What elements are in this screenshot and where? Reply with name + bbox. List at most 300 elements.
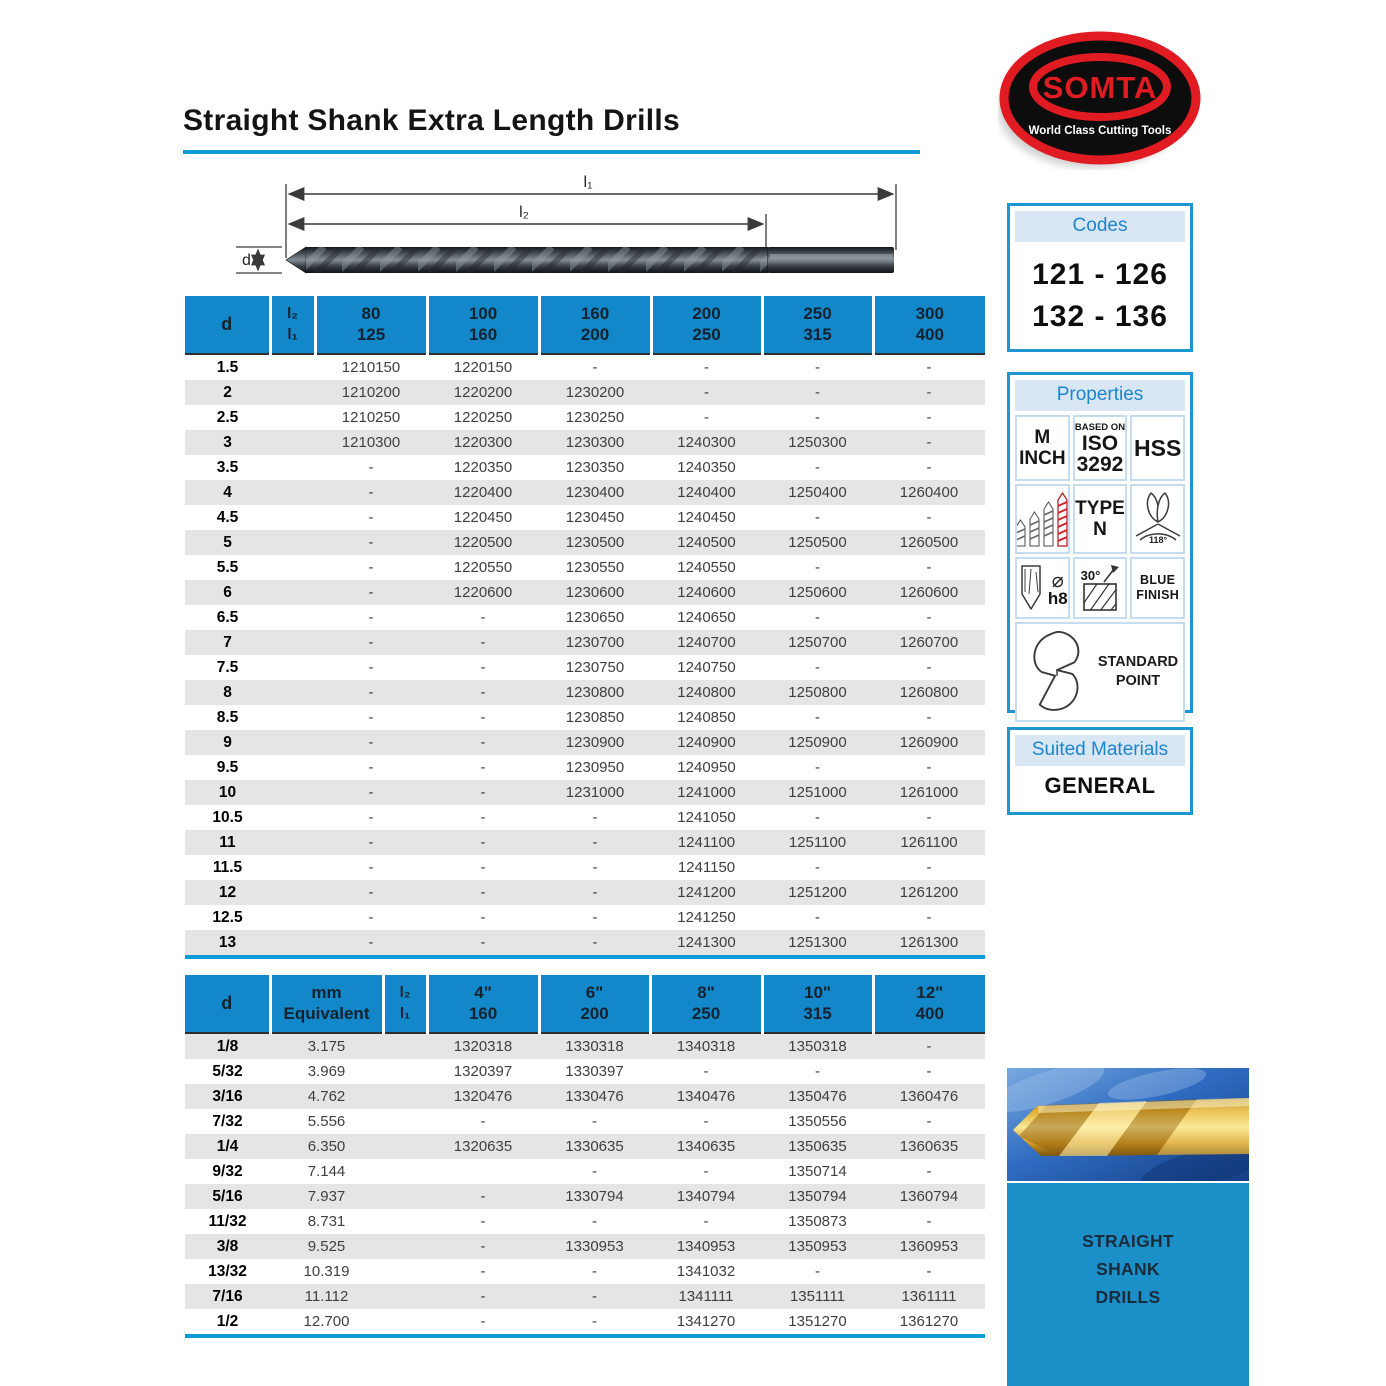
cell-diameter: 10 bbox=[218, 784, 237, 801]
logo-wordmark: SOMTA bbox=[1042, 70, 1158, 105]
cell-code: 1230300 bbox=[565, 434, 625, 451]
cell-code: 1260600 bbox=[899, 584, 959, 601]
cell-code: 1220250 bbox=[453, 409, 513, 426]
cell-code: - bbox=[480, 1263, 486, 1280]
cell-code: 1250800 bbox=[788, 684, 847, 701]
cell-code: 1251000 bbox=[788, 784, 847, 801]
cell-mm-equivalent: 3.175 bbox=[307, 1038, 346, 1055]
cell-code: - bbox=[815, 809, 820, 826]
cell-code: 1360476 bbox=[899, 1088, 959, 1105]
cell-code: 1330476 bbox=[565, 1088, 624, 1105]
table-row bbox=[185, 1134, 985, 1159]
cell-code: - bbox=[368, 509, 374, 526]
standard-point-icon bbox=[1022, 628, 1092, 716]
inch-codes-table bbox=[185, 975, 985, 1338]
table-row bbox=[185, 1033, 985, 1059]
cell-diameter: 11/32 bbox=[208, 1213, 247, 1230]
l1-label: l₁ bbox=[399, 1005, 411, 1022]
table-row bbox=[185, 755, 985, 780]
cell-code: 1341270 bbox=[676, 1313, 736, 1330]
cell-diameter: 5.5 bbox=[216, 559, 239, 576]
spacer-cell bbox=[383, 1033, 427, 1059]
cell-code: - bbox=[480, 684, 486, 701]
cell-code: 1230800 bbox=[565, 684, 625, 701]
cell-code: - bbox=[704, 409, 709, 426]
cell-code: - bbox=[815, 409, 820, 426]
spacer-cell bbox=[383, 1109, 427, 1134]
spacer-cell bbox=[383, 1209, 427, 1234]
cell-code: 1230900 bbox=[565, 734, 625, 751]
col-header-l2-l1 bbox=[270, 296, 315, 354]
cell-code: 1210300 bbox=[341, 434, 401, 451]
cell-diameter: 6.5 bbox=[216, 609, 239, 626]
cell-code: 1361270 bbox=[899, 1313, 959, 1330]
cell-mm-equivalent: 10.319 bbox=[303, 1263, 350, 1280]
cell-code: 1220300 bbox=[453, 434, 513, 451]
cell-code: 1220500 bbox=[453, 534, 513, 551]
cell-code: - bbox=[815, 659, 820, 676]
table-row bbox=[185, 930, 985, 957]
cell-code: - bbox=[815, 359, 820, 376]
codes-panel bbox=[1007, 203, 1193, 352]
col-header-size-6in-200: 6" 200 bbox=[539, 975, 650, 1033]
table-row bbox=[185, 430, 985, 455]
cell-diameter: 9.5 bbox=[216, 759, 239, 776]
cell-code: 1260400 bbox=[899, 484, 959, 501]
cell-diameter: 10.5 bbox=[212, 809, 243, 826]
cell-code: 1260800 bbox=[899, 684, 959, 701]
table-row bbox=[185, 1234, 985, 1259]
cell-code: - bbox=[926, 609, 932, 626]
cell-code: - bbox=[926, 709, 932, 726]
cell-code: - bbox=[368, 784, 374, 801]
cell-code: - bbox=[704, 384, 709, 401]
helix-angle-value: 30° bbox=[1080, 568, 1101, 583]
cell-code: - bbox=[926, 559, 932, 576]
cell-code: 1240750 bbox=[677, 659, 736, 676]
cell-code: 1220350 bbox=[453, 459, 513, 476]
cell-code: 1230200 bbox=[565, 384, 625, 401]
cell-code: 1230450 bbox=[565, 509, 625, 526]
cell-code: 1230400 bbox=[565, 484, 625, 501]
spacer-cell bbox=[270, 630, 315, 655]
caption-line-3: DRILLS bbox=[1095, 1287, 1161, 1307]
cell-diameter: 7 bbox=[223, 634, 232, 651]
cell-code: - bbox=[592, 834, 598, 851]
cell-diameter: 1/4 bbox=[216, 1138, 239, 1155]
drill-set-icon bbox=[1015, 484, 1070, 554]
table-row bbox=[185, 880, 985, 905]
cell-code: 1361111 bbox=[901, 1288, 957, 1305]
col-header-diameter: d bbox=[185, 975, 270, 1033]
cell-diameter: 1.5 bbox=[216, 359, 239, 376]
table-row bbox=[185, 780, 985, 805]
table-row bbox=[185, 1159, 985, 1184]
cell-code: 1320635 bbox=[453, 1138, 513, 1155]
properties-panel-title: Properties bbox=[1015, 380, 1185, 411]
drill-diagram bbox=[228, 170, 932, 288]
cell-code: 1230350 bbox=[565, 459, 625, 476]
table-row bbox=[185, 380, 985, 405]
col-header-size-160-200: 160 200 bbox=[539, 296, 651, 354]
spacer-cell bbox=[270, 905, 315, 930]
cell-code: - bbox=[592, 359, 598, 376]
cell-code: - bbox=[368, 909, 374, 926]
cell-code: - bbox=[815, 509, 820, 526]
cell-code: 1261200 bbox=[899, 884, 959, 901]
cell-code: - bbox=[926, 1263, 932, 1280]
cell-code: - bbox=[815, 1263, 820, 1280]
cell-diameter: 11 bbox=[219, 834, 236, 851]
cell-code: - bbox=[368, 534, 374, 551]
cell-code: - bbox=[480, 784, 486, 801]
property-finish: BLUE FINISH bbox=[1130, 557, 1185, 619]
cell-code: - bbox=[926, 384, 932, 401]
cell-diameter: 12 bbox=[218, 884, 237, 901]
cell-code: 1261100 bbox=[900, 834, 958, 851]
cell-code: 1351270 bbox=[788, 1313, 847, 1330]
cell-code: 1340476 bbox=[676, 1088, 736, 1105]
cell-code: 1250300 bbox=[788, 434, 847, 451]
table-row bbox=[185, 1109, 985, 1134]
table-row bbox=[185, 905, 985, 930]
cell-code: - bbox=[592, 859, 598, 876]
cell-code: - bbox=[368, 584, 374, 601]
cell-diameter: 12.5 bbox=[212, 909, 243, 926]
suited-material-value: GENERAL bbox=[1044, 773, 1156, 798]
cell-code: - bbox=[368, 809, 374, 826]
col-header-size-100-160: 100 160 bbox=[427, 296, 539, 354]
cell-code: - bbox=[592, 1288, 597, 1305]
property-iso-standard: BASED ON ISO 3292 bbox=[1073, 415, 1128, 481]
cell-code: - bbox=[592, 1263, 597, 1280]
table-row bbox=[185, 680, 985, 705]
cell-diameter: 3.5 bbox=[216, 459, 239, 476]
spacer-cell bbox=[270, 730, 315, 755]
cell-code: - bbox=[704, 359, 709, 376]
cell-code: 1220600 bbox=[453, 584, 513, 601]
cell-code: - bbox=[368, 459, 374, 476]
cell-code: - bbox=[815, 384, 820, 401]
caption-line-1: STRAIGHT bbox=[1082, 1231, 1174, 1251]
cell-code: 1230500 bbox=[565, 534, 625, 551]
cell-code: 1220200 bbox=[453, 384, 513, 401]
cell-code: - bbox=[368, 484, 374, 501]
table-row bbox=[185, 830, 985, 855]
cell-code: - bbox=[592, 934, 598, 951]
cell-code: 1320476 bbox=[453, 1088, 513, 1105]
cell-code: 1320397 bbox=[453, 1063, 513, 1080]
cell-code: 1360953 bbox=[899, 1238, 959, 1255]
cell-code: 1230700 bbox=[565, 634, 625, 651]
cell-code: - bbox=[592, 1213, 597, 1230]
spacer-cell bbox=[270, 855, 315, 880]
table-row bbox=[185, 805, 985, 830]
table-row bbox=[185, 1309, 985, 1336]
cell-code: - bbox=[368, 759, 374, 776]
cell-code: 1341032 bbox=[676, 1263, 736, 1280]
cell-code: - bbox=[368, 884, 374, 901]
cell-diameter: 5 bbox=[223, 534, 232, 551]
cell-diameter: 7.5 bbox=[216, 659, 239, 676]
cell-code: - bbox=[926, 409, 932, 426]
cell-code: 1240350 bbox=[677, 459, 736, 476]
cell-code: 1241150 bbox=[677, 859, 736, 876]
cell-code: - bbox=[703, 1213, 709, 1230]
spacer-cell bbox=[270, 354, 315, 380]
cell-code: - bbox=[480, 759, 486, 776]
property-flute-type: TYPE N bbox=[1073, 484, 1128, 554]
cell-diameter: 7/32 bbox=[212, 1113, 243, 1130]
drill-photo bbox=[1007, 1068, 1249, 1181]
cell-code: - bbox=[480, 659, 486, 676]
cell-diameter: 2.5 bbox=[216, 409, 239, 426]
cell-code: 1330397 bbox=[565, 1063, 624, 1080]
cell-code: 1341111 bbox=[678, 1288, 734, 1305]
cell-diameter: 7/16 bbox=[212, 1288, 243, 1305]
cell-code: - bbox=[926, 1163, 932, 1180]
inch-table-header bbox=[185, 975, 985, 1033]
spacer-cell bbox=[383, 1284, 427, 1309]
cell-code: 1241050 bbox=[677, 809, 736, 826]
spacer-cell bbox=[383, 1184, 427, 1209]
cell-code: 1340318 bbox=[676, 1038, 736, 1055]
cell-code: 1230950 bbox=[565, 759, 625, 776]
cell-code: 1240800 bbox=[677, 684, 736, 701]
cell-code: 1350476 bbox=[788, 1088, 847, 1105]
metric-table-body bbox=[185, 354, 985, 957]
table-row bbox=[185, 630, 985, 655]
cell-diameter: 3 bbox=[223, 434, 232, 451]
cell-code: - bbox=[480, 1213, 486, 1230]
cell-code: 1260900 bbox=[899, 734, 959, 751]
standard-point-cell: STANDARD POINT bbox=[1015, 622, 1185, 722]
cell-diameter: 2 bbox=[223, 384, 232, 401]
cell-code: - bbox=[368, 709, 374, 726]
cell-mm-equivalent: 7.144 bbox=[307, 1163, 346, 1180]
cell-code: 1261000 bbox=[899, 784, 959, 801]
cell-code: 1240950 bbox=[677, 759, 736, 776]
cell-diameter: 8.5 bbox=[216, 709, 239, 726]
cell-code: - bbox=[703, 1163, 709, 1180]
cell-code: 1350873 bbox=[788, 1213, 847, 1230]
cell-code: 1240450 bbox=[677, 509, 736, 526]
cell-code: - bbox=[926, 359, 932, 376]
cell-code: 1251200 bbox=[788, 884, 847, 901]
cell-code: 1240900 bbox=[677, 734, 736, 751]
spacer-cell bbox=[270, 680, 315, 705]
cell-code: - bbox=[592, 1313, 597, 1330]
spacer-cell bbox=[270, 755, 315, 780]
cell-diameter: 11.5 bbox=[212, 859, 243, 876]
cell-code: - bbox=[480, 734, 486, 751]
table-row bbox=[185, 405, 985, 430]
table-row bbox=[185, 855, 985, 880]
cell-code: 1240650 bbox=[677, 609, 736, 626]
cell-diameter: 5/32 bbox=[212, 1063, 243, 1080]
cell-code: - bbox=[926, 809, 932, 826]
drill-illustration bbox=[286, 247, 894, 273]
spacer-cell bbox=[383, 1134, 427, 1159]
cell-code: 1340635 bbox=[676, 1138, 736, 1155]
cell-code: - bbox=[480, 884, 486, 901]
cell-code: - bbox=[592, 909, 598, 926]
cell-mm-equivalent: 11.112 bbox=[304, 1288, 349, 1305]
cell-mm-equivalent: 6.350 bbox=[307, 1138, 346, 1155]
cell-code: - bbox=[815, 909, 820, 926]
table-row bbox=[185, 1059, 985, 1084]
cell-code: - bbox=[592, 809, 598, 826]
table-row bbox=[185, 1184, 985, 1209]
cell-code: 1250600 bbox=[788, 584, 847, 601]
col-header-size-80-125: 80 125 bbox=[315, 296, 427, 354]
cell-code: 1350794 bbox=[788, 1188, 847, 1205]
cell-code: - bbox=[480, 809, 486, 826]
spacer-cell bbox=[383, 1084, 427, 1109]
cell-code: - bbox=[480, 1238, 486, 1255]
spacer-cell bbox=[270, 805, 315, 830]
cell-diameter: 8 bbox=[223, 684, 232, 701]
label-l1: l₁ bbox=[583, 174, 593, 191]
label-d: d bbox=[242, 252, 251, 269]
spacer-cell bbox=[383, 1059, 427, 1084]
code-range-2: 132 - 136 bbox=[1032, 300, 1168, 333]
spacer-cell bbox=[270, 455, 315, 480]
spacer-cell bbox=[270, 655, 315, 680]
cell-code: 1241250 bbox=[677, 909, 736, 926]
table-row bbox=[185, 1084, 985, 1109]
diameter-symbol: ⌀ bbox=[1051, 567, 1064, 592]
cell-code: - bbox=[703, 1063, 709, 1080]
cell-code: 1320318 bbox=[453, 1038, 513, 1055]
cell-code: 1351111 bbox=[789, 1288, 846, 1305]
property-material: HSS bbox=[1130, 415, 1185, 481]
cell-code: - bbox=[926, 759, 932, 776]
title-underline bbox=[183, 150, 920, 154]
logo-tagline: World Class Cutting Tools bbox=[1028, 125, 1172, 137]
cell-diameter: 4 bbox=[223, 484, 232, 501]
cell-code: 1240400 bbox=[677, 484, 736, 501]
table-row bbox=[185, 530, 985, 555]
cell-diameter: 3/8 bbox=[216, 1238, 239, 1255]
spacer-cell bbox=[383, 1259, 427, 1284]
col-header-size-300-400: 300 400 bbox=[873, 296, 985, 354]
cell-diameter: 9 bbox=[223, 734, 232, 751]
cell-code: - bbox=[480, 1313, 486, 1330]
cell-code: - bbox=[592, 1113, 597, 1130]
cell-code: 1261300 bbox=[899, 934, 959, 951]
cell-mm-equivalent: 9.525 bbox=[307, 1238, 346, 1255]
cell-code: - bbox=[480, 1188, 486, 1205]
cell-code: - bbox=[815, 709, 820, 726]
cell-code: - bbox=[480, 1288, 486, 1305]
col-header-diameter: d bbox=[185, 296, 270, 354]
cell-code: 1241300 bbox=[677, 934, 736, 951]
cell-code: - bbox=[480, 909, 486, 926]
spacer-cell bbox=[270, 830, 315, 855]
spacer-cell bbox=[270, 605, 315, 630]
cell-code: - bbox=[480, 859, 486, 876]
table-row bbox=[185, 705, 985, 730]
cell-code: 1230600 bbox=[565, 584, 625, 601]
cell-code: 1250700 bbox=[788, 634, 847, 651]
cell-code: - bbox=[480, 709, 486, 726]
cell-code: - bbox=[815, 759, 820, 776]
cell-code: - bbox=[368, 634, 374, 651]
table-row bbox=[185, 480, 985, 505]
table-row bbox=[185, 1284, 985, 1309]
code-range-1: 121 - 126 bbox=[1032, 258, 1168, 291]
cell-code: - bbox=[815, 459, 820, 476]
cell-code: - bbox=[480, 634, 486, 651]
cell-code: 1350953 bbox=[788, 1238, 847, 1255]
cell-code: 1340794 bbox=[676, 1188, 736, 1205]
spacer-cell bbox=[270, 505, 315, 530]
table-row bbox=[185, 730, 985, 755]
helix-angle-icon bbox=[1073, 557, 1128, 619]
table-row bbox=[185, 555, 985, 580]
cell-code: - bbox=[368, 834, 374, 851]
cell-code: 1330635 bbox=[565, 1138, 624, 1155]
spacer-cell bbox=[270, 405, 315, 430]
cell-code: 1360635 bbox=[899, 1138, 959, 1155]
table-row bbox=[185, 1209, 985, 1234]
caption-line-2: SHANK bbox=[1096, 1259, 1160, 1279]
spacer-cell bbox=[270, 380, 315, 405]
cell-code: - bbox=[926, 1113, 932, 1130]
cell-code: - bbox=[368, 684, 374, 701]
spacer-cell bbox=[383, 1159, 427, 1184]
col-header-size-4in-160: 4" 160 bbox=[427, 975, 539, 1033]
cell-mm-equivalent: 12.700 bbox=[303, 1313, 350, 1330]
cell-diameter: 4.5 bbox=[216, 509, 239, 526]
property-measure-system: M INCH bbox=[1015, 415, 1070, 481]
table-row bbox=[185, 505, 985, 530]
cell-code: 1220150 bbox=[453, 359, 513, 376]
cell-code: 1240300 bbox=[677, 434, 736, 451]
cell-code: - bbox=[926, 909, 932, 926]
spacer-cell bbox=[270, 555, 315, 580]
cell-mm-equivalent: 3.969 bbox=[307, 1063, 346, 1080]
cell-diameter: 5/16 bbox=[212, 1188, 243, 1205]
metric-table-header bbox=[185, 296, 985, 354]
cell-code: 1250400 bbox=[788, 484, 847, 501]
cell-diameter: 13/32 bbox=[208, 1263, 247, 1280]
page-title: Straight Shank Extra Length Drills bbox=[183, 104, 680, 137]
spacer-cell bbox=[270, 880, 315, 905]
cell-code: 1230250 bbox=[565, 409, 625, 426]
spacer-cell bbox=[383, 1234, 427, 1259]
cell-code: - bbox=[368, 734, 374, 751]
cell-code: - bbox=[815, 559, 820, 576]
cell-code: 1220400 bbox=[453, 484, 513, 501]
cell-code: 1210150 bbox=[341, 359, 401, 376]
cell-code: - bbox=[926, 434, 932, 451]
table-row bbox=[185, 455, 985, 480]
cell-mm-equivalent: 5.556 bbox=[307, 1113, 346, 1130]
col-header-size-8in-250: 8" 250 bbox=[650, 975, 762, 1033]
col-header-size-12in-400: 12" 400 bbox=[873, 975, 985, 1033]
suited-materials-panel bbox=[1007, 727, 1193, 815]
col-header-size-10in-315: 10" 315 bbox=[762, 975, 873, 1033]
metric-codes-table bbox=[185, 296, 985, 959]
cell-mm-equivalent: 4.762 bbox=[307, 1088, 346, 1105]
cell-code: 1260500 bbox=[899, 534, 959, 551]
drill-tip-icon bbox=[1017, 564, 1045, 612]
cell-code: - bbox=[368, 659, 374, 676]
spacer-cell bbox=[270, 580, 315, 605]
cell-code: 1330318 bbox=[565, 1038, 624, 1055]
